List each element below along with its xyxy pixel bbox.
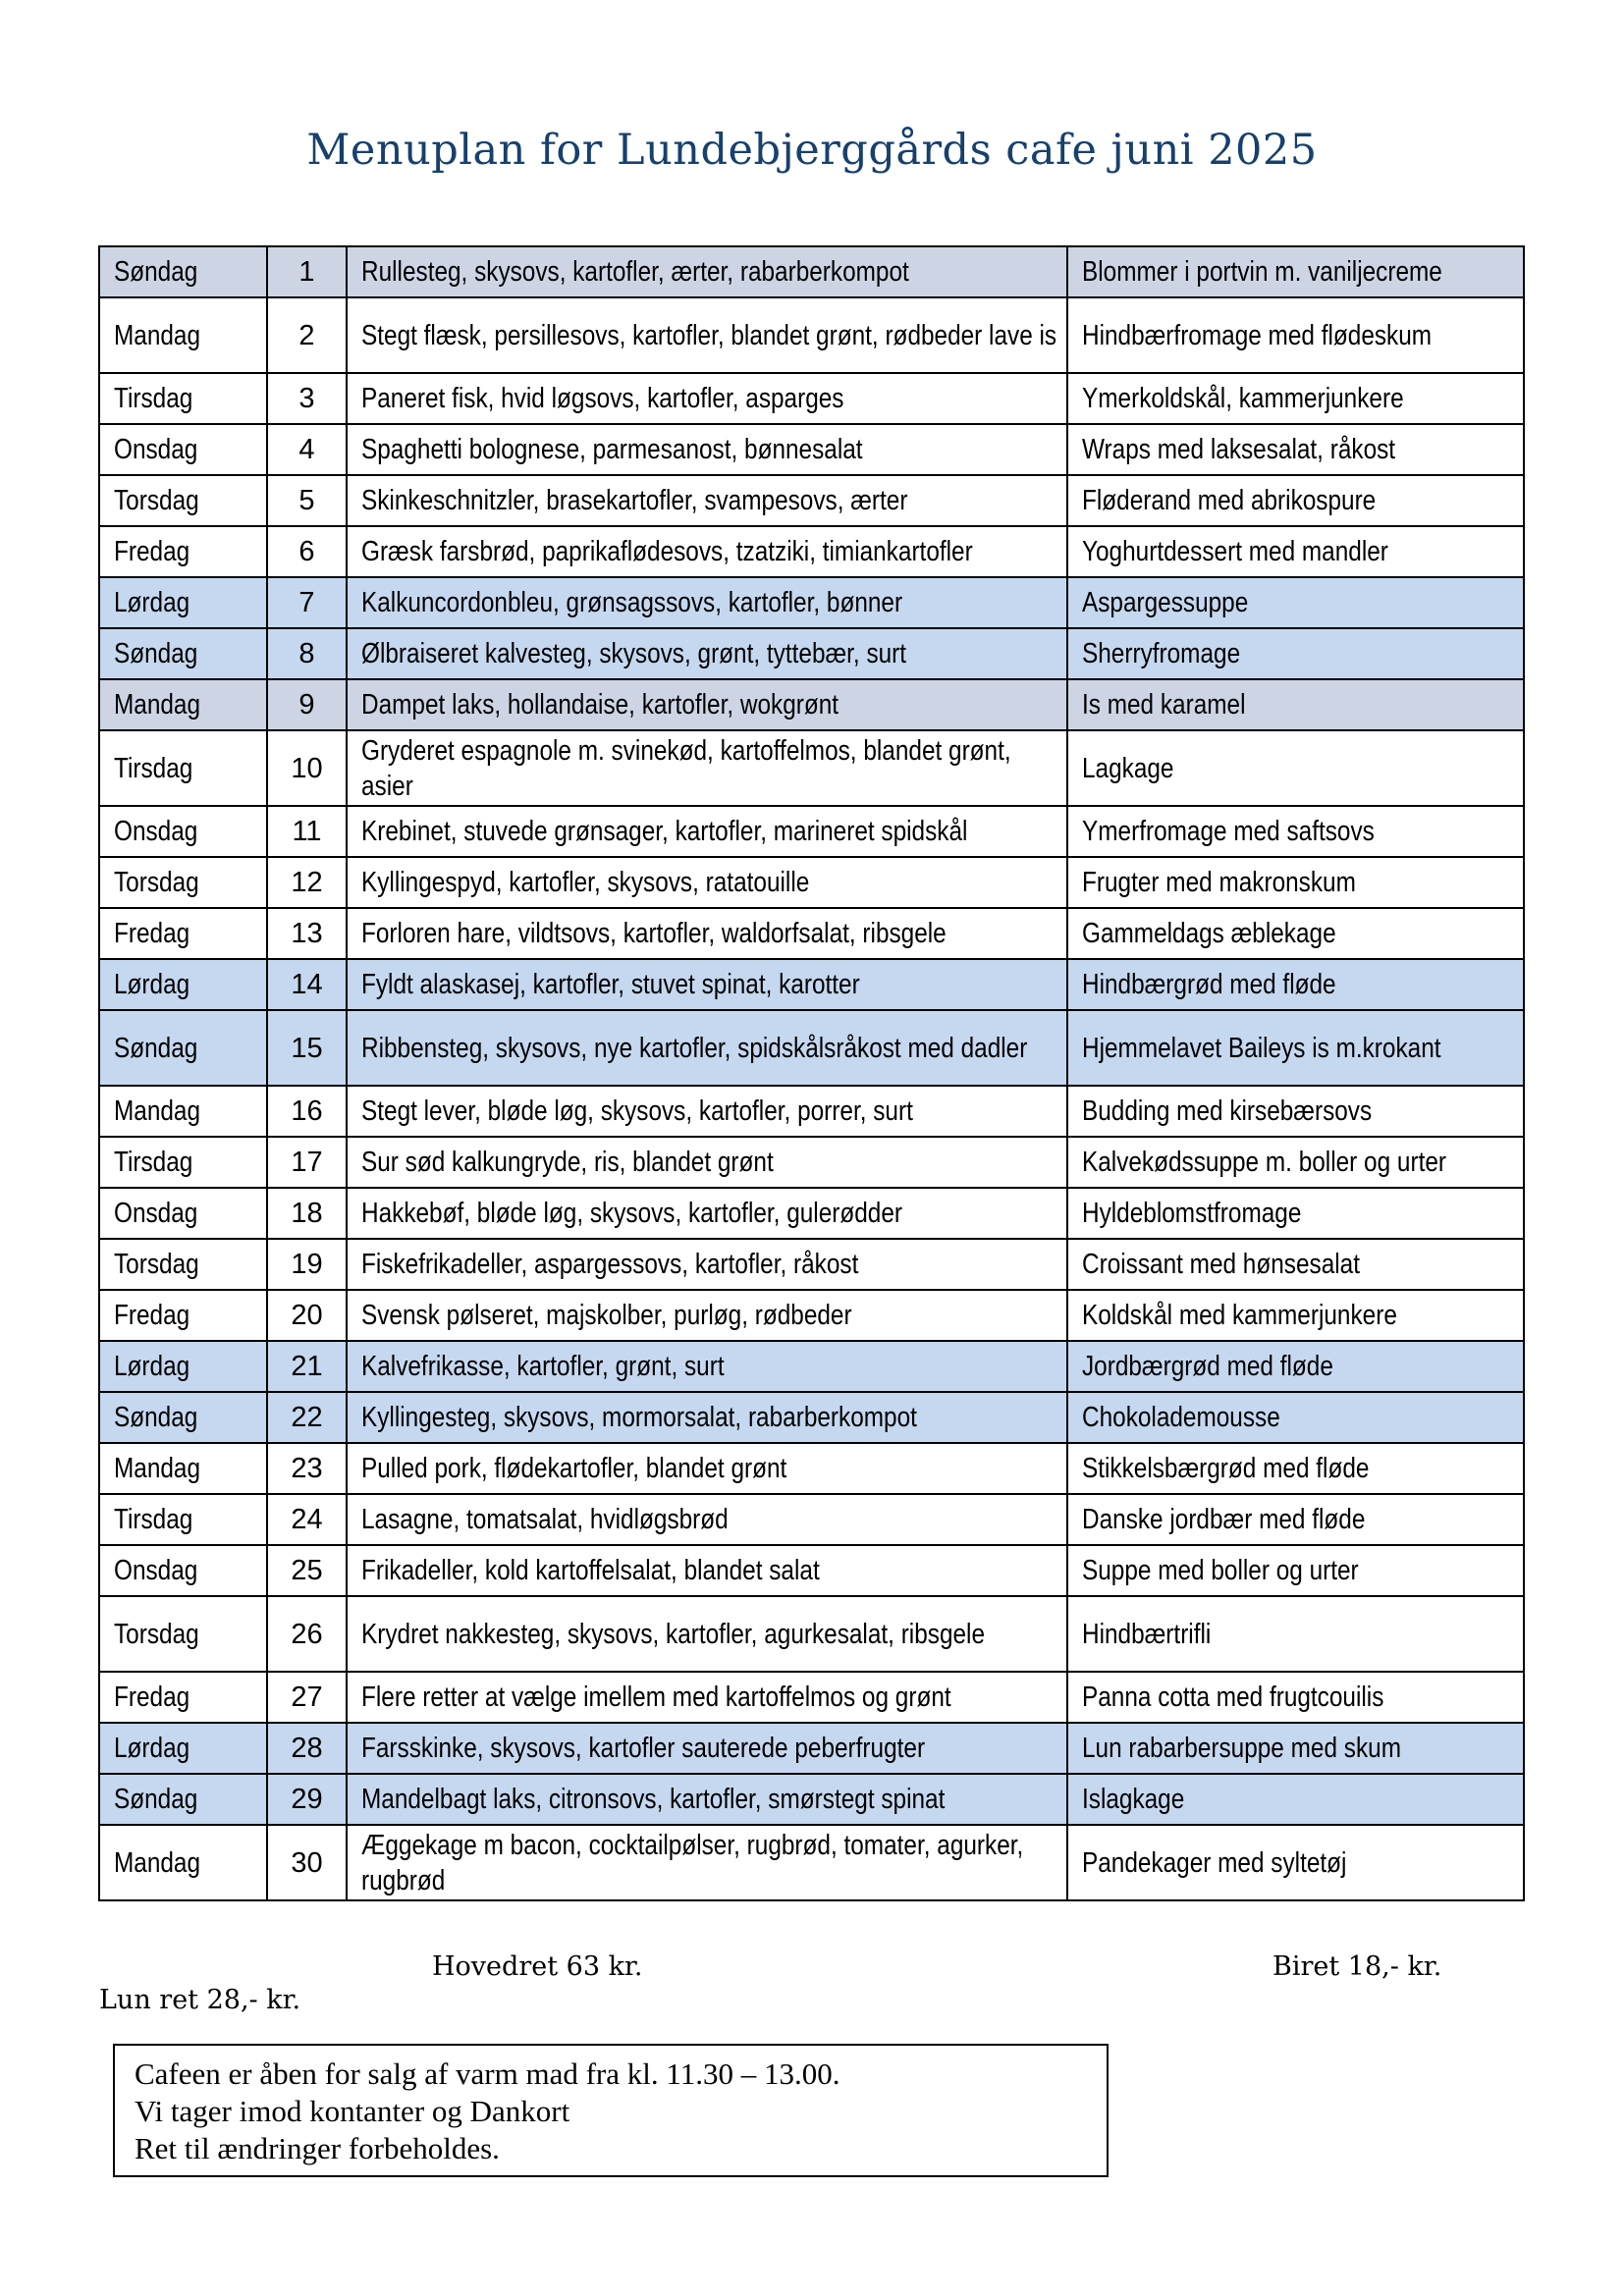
main-dish-cell — [347, 1010, 1067, 1086]
day-cell — [99, 959, 267, 1010]
date-text: 15 — [291, 1032, 323, 1064]
date-cell — [267, 908, 347, 959]
main-dish-text: Fiskefrikadeller, aspargessovs, kartofler, råkost — [361, 1249, 859, 1280]
main-dish-text: Flere retter at vælge imellem med kartoffelmos og grønt — [361, 1682, 951, 1713]
main-dish-text: Forloren hare, vildtsovs, kartofler, waldorfsalat, ribsgele — [361, 918, 947, 949]
day-text: Tirsdag — [114, 1504, 193, 1535]
dessert-text: Jordbærgrød med fløde — [1082, 1351, 1333, 1382]
main-dish-cell — [347, 1443, 1067, 1494]
main-dish-cell — [347, 1086, 1067, 1137]
menu-row — [99, 806, 1524, 857]
day-text: Onsdag — [114, 1555, 198, 1586]
main-dish-text: Græsk farsbrød, paprikaflødesovs, tzatziki, timiankartofler — [361, 536, 973, 567]
day-text: Mandag — [114, 689, 201, 721]
date-cell — [267, 526, 347, 577]
menu-row — [99, 1825, 1524, 1900]
dessert-text: Kalvekødssuppe m. boller og urter — [1082, 1147, 1446, 1178]
main-dish-text: Gryderet espagnole m. svinekød, kartoffelmos, blandet grønt, asier — [361, 734, 1011, 802]
date-cell — [267, 1545, 347, 1596]
date-text: 11 — [292, 816, 322, 847]
date-text: 4 — [298, 434, 315, 465]
main-dish-text: Sur sød kalkungryde, ris, blandet grønt — [361, 1147, 774, 1178]
date-text: 18 — [291, 1198, 323, 1229]
date-text: 25 — [291, 1555, 323, 1586]
main-dish-cell — [347, 1774, 1067, 1825]
dessert-text: Budding med kirsebærsovs — [1082, 1095, 1373, 1127]
day-cell — [99, 1723, 267, 1774]
dessert-cell — [1067, 1086, 1524, 1137]
date-text: 1 — [298, 256, 315, 288]
dessert-text: Hindbærgrød med fløde — [1082, 969, 1336, 1000]
main-dish-text: Kalvefrikasse, kartofler, grønt, surt — [361, 1351, 725, 1382]
dessert-cell — [1067, 1188, 1524, 1239]
dessert-text: Hindbærtrifli — [1082, 1618, 1212, 1650]
main-dish-text: Pulled pork, flødekartofler, blandet grønt — [361, 1453, 787, 1484]
menu-row — [99, 908, 1524, 959]
date-text: 24 — [291, 1504, 323, 1535]
menu-row — [99, 1188, 1524, 1239]
dessert-cell — [1067, 526, 1524, 577]
dessert-cell — [1067, 297, 1524, 373]
main-dish-text: Stegt lever, bløde løg, skysovs, kartofler, porrer, surt — [361, 1095, 913, 1127]
day-text: Lørdag — [114, 587, 190, 618]
day-cell — [99, 1825, 267, 1900]
date-cell — [267, 806, 347, 857]
dessert-text: Frugter med makronskum — [1082, 867, 1356, 898]
dessert-text: Aspargessuppe — [1082, 587, 1249, 618]
main-dish-text: Æggekage m bacon, cocktailpølser, rugbrød, tomater, agurker, rugbrød — [361, 1829, 1024, 1896]
date-cell — [267, 959, 347, 1010]
day-text: Tirsdag — [114, 1147, 193, 1178]
date-cell — [267, 1290, 347, 1341]
day-text: Søndag — [114, 638, 198, 669]
date-cell — [267, 1239, 347, 1290]
menu-row — [99, 1774, 1524, 1825]
date-cell — [267, 628, 347, 679]
dessert-text: Lagkage — [1082, 752, 1174, 784]
main-course-price: Hovedret 63 kr. — [432, 1951, 643, 1982]
date-text: 2 — [298, 319, 315, 351]
dessert-text: Lun rabarbersuppe med skum — [1082, 1733, 1401, 1764]
menu-table-body — [99, 246, 1524, 1900]
main-dish-text: Ølbraiseret kalvesteg, skysovs, grønt, tyttebær, surt — [361, 638, 907, 669]
menu-row — [99, 730, 1524, 806]
day-text: Onsdag — [114, 434, 198, 465]
date-cell — [267, 1672, 347, 1723]
day-text: Fredag — [114, 536, 190, 567]
dessert-cell — [1067, 959, 1524, 1010]
day-text: Tirsdag — [114, 383, 193, 414]
dessert-text: Gammeldags æblekage — [1082, 918, 1336, 949]
day-text: Lørdag — [114, 1733, 190, 1764]
day-cell — [99, 1341, 267, 1392]
info-box — [113, 2044, 1109, 2177]
date-cell — [267, 857, 347, 908]
date-cell — [267, 373, 347, 424]
dessert-cell — [1067, 475, 1524, 526]
main-dish-cell — [347, 1137, 1067, 1188]
date-text: 12 — [291, 867, 323, 898]
day-text: Lørdag — [114, 969, 190, 1000]
dessert-text: Wraps med laksesalat, råkost — [1082, 434, 1396, 465]
main-dish-text: Frikadeller, kold kartoffelsalat, blandet salat — [361, 1555, 820, 1586]
menu-row — [99, 526, 1524, 577]
main-dish-text: Spaghetti bolognese, parmesanost, bønnesalat — [361, 434, 863, 465]
menu-row — [99, 857, 1524, 908]
day-cell — [99, 1086, 267, 1137]
main-dish-text: Skinkeschnitzler, brasekartofler, svampesovs, ærter — [361, 485, 908, 516]
main-dish-cell — [347, 1188, 1067, 1239]
dessert-cell — [1067, 1392, 1524, 1443]
day-cell — [99, 526, 267, 577]
day-text: Søndag — [114, 256, 198, 288]
main-dish-cell — [347, 908, 1067, 959]
main-dish-cell — [347, 857, 1067, 908]
menu-row — [99, 628, 1524, 679]
dessert-cell — [1067, 857, 1524, 908]
dessert-cell — [1067, 1010, 1524, 1086]
dessert-text: Pandekager med syltetøj — [1082, 1846, 1347, 1879]
menu-row — [99, 577, 1524, 628]
day-text: Torsdag — [114, 867, 199, 898]
day-text: Søndag — [114, 1402, 198, 1433]
dessert-cell — [1067, 1596, 1524, 1672]
menu-row — [99, 246, 1524, 297]
main-dish-cell — [347, 1239, 1067, 1290]
main-dish-text: Fyldt alaskasej, kartofler, stuvet spinat, karotter — [361, 969, 860, 1000]
date-text: 27 — [291, 1682, 323, 1713]
dessert-text: Koldskål med kammerjunkere — [1082, 1300, 1397, 1331]
main-dish-text: Paneret fisk, hvid løgsovs, kartofler, asparges — [361, 383, 844, 414]
day-text: Onsdag — [114, 1198, 198, 1229]
date-cell — [267, 475, 347, 526]
dessert-text: Hjemmelavet Baileys is m.krokant — [1082, 1032, 1441, 1064]
main-dish-cell — [347, 526, 1067, 577]
day-text: Torsdag — [114, 1249, 199, 1280]
date-cell — [267, 1825, 347, 1900]
main-dish-text: Lasagne, tomatsalat, hvidløgsbrød — [361, 1504, 729, 1535]
menu-table — [98, 245, 1525, 1901]
date-text: 5 — [298, 485, 315, 516]
day-text: Lørdag — [114, 1351, 190, 1382]
date-text: 29 — [291, 1784, 323, 1815]
day-cell — [99, 373, 267, 424]
menu-row — [99, 1494, 1524, 1545]
dessert-cell — [1067, 908, 1524, 959]
main-dish-cell — [347, 297, 1067, 373]
date-text: 20 — [291, 1300, 323, 1331]
dessert-text: Blommer i portvin m. vaniljecreme — [1082, 256, 1442, 288]
date-cell — [267, 297, 347, 373]
dessert-text: Croissant med hønsesalat — [1082, 1249, 1360, 1280]
day-cell — [99, 857, 267, 908]
day-cell — [99, 1672, 267, 1723]
day-cell — [99, 424, 267, 475]
main-dish-cell — [347, 577, 1067, 628]
day-cell — [99, 1596, 267, 1672]
day-text: Søndag — [114, 1784, 198, 1815]
dessert-text: Suppe med boller og urter — [1082, 1555, 1359, 1586]
day-text: Mandag — [114, 319, 201, 351]
dessert-cell — [1067, 1774, 1524, 1825]
dessert-cell — [1067, 730, 1524, 806]
day-cell — [99, 1392, 267, 1443]
dessert-text: Hyldeblomstfromage — [1082, 1198, 1302, 1229]
date-cell — [267, 1392, 347, 1443]
day-cell — [99, 1443, 267, 1494]
date-text: 16 — [291, 1095, 323, 1127]
date-text: 28 — [291, 1733, 323, 1764]
main-dish-cell — [347, 1825, 1067, 1900]
main-dish-text: Ribbensteg, skysovs, nye kartofler, spidskålsråkost med dadler — [361, 1032, 1028, 1064]
day-text: Torsdag — [114, 485, 199, 516]
date-text: 6 — [298, 536, 315, 567]
menu-row — [99, 1341, 1524, 1392]
date-cell — [267, 1723, 347, 1774]
dessert-cell — [1067, 373, 1524, 424]
dessert-cell — [1067, 1239, 1524, 1290]
main-dish-text: Kalkuncordonbleu, grønsagssovs, kartofler, bønner — [361, 587, 903, 618]
main-dish-text: Kyllingespyd, kartofler, skysovs, ratatouille — [361, 867, 810, 898]
menu-row — [99, 1723, 1524, 1774]
day-text: Fredag — [114, 1682, 190, 1713]
main-dish-cell — [347, 730, 1067, 806]
menu-row — [99, 1596, 1524, 1672]
main-dish-cell — [347, 424, 1067, 475]
main-dish-cell — [347, 628, 1067, 679]
dessert-text: Hindbærfromage med flødeskum — [1082, 319, 1433, 351]
dessert-cell — [1067, 1672, 1524, 1723]
day-cell — [99, 730, 267, 806]
menu-row — [99, 424, 1524, 475]
main-dish-text: Kyllingesteg, skysovs, mormorsalat, rabarberkompot — [361, 1402, 917, 1433]
dessert-cell — [1067, 424, 1524, 475]
menu-row — [99, 1392, 1524, 1443]
date-text: 8 — [298, 638, 315, 669]
day-cell — [99, 679, 267, 730]
day-text: Søndag — [114, 1032, 198, 1064]
date-cell — [267, 1494, 347, 1545]
day-cell — [99, 577, 267, 628]
day-text: Fredag — [114, 1300, 190, 1331]
menu-row — [99, 1239, 1524, 1290]
dessert-cell — [1067, 1494, 1524, 1545]
date-text: 21 — [291, 1351, 323, 1382]
menu-row — [99, 297, 1524, 373]
opening-hours: Cafeen er åben for salg af varm mad fra kl. 11.30 – 13.00. — [135, 2056, 840, 2091]
day-text: Mandag — [114, 1846, 201, 1879]
dessert-cell — [1067, 577, 1524, 628]
day-cell — [99, 1010, 267, 1086]
date-text: 19 — [291, 1249, 323, 1280]
day-text: Mandag — [114, 1095, 201, 1127]
date-cell — [267, 1341, 347, 1392]
menu-row — [99, 1137, 1524, 1188]
dessert-price: Biret 18,- kr. — [1272, 1951, 1442, 1982]
dessert-cell — [1067, 1723, 1524, 1774]
day-cell — [99, 1137, 267, 1188]
date-text: 30 — [291, 1846, 323, 1879]
main-dish-cell — [347, 1341, 1067, 1392]
day-cell — [99, 1774, 267, 1825]
day-cell — [99, 1545, 267, 1596]
dessert-cell — [1067, 1137, 1524, 1188]
date-text: 13 — [291, 918, 323, 949]
date-cell — [267, 1188, 347, 1239]
menu-row — [99, 373, 1524, 424]
dessert-text: Islagkage — [1082, 1784, 1185, 1815]
day-cell — [99, 1290, 267, 1341]
menu-row — [99, 1290, 1524, 1341]
menu-row — [99, 1545, 1524, 1596]
dessert-text: Sherryfromage — [1082, 638, 1241, 669]
menu-row — [99, 475, 1524, 526]
date-text: 23 — [291, 1453, 323, 1484]
menu-row — [99, 1086, 1524, 1137]
date-cell — [267, 1086, 347, 1137]
main-dish-cell — [347, 1494, 1067, 1545]
main-dish-cell — [347, 373, 1067, 424]
dessert-text: Fløderand med abrikospure — [1082, 485, 1377, 516]
dessert-cell — [1067, 1341, 1524, 1392]
menu-row — [99, 679, 1524, 730]
main-dish-cell — [347, 806, 1067, 857]
date-cell — [267, 1137, 347, 1188]
date-text: 17 — [291, 1147, 323, 1178]
main-dish-text: Hakkebøf, bløde løg, skysovs, kartofler, gulerødder — [361, 1198, 903, 1229]
menu-row — [99, 959, 1524, 1010]
date-text: 14 — [291, 969, 323, 1000]
day-cell — [99, 1494, 267, 1545]
date-text: 7 — [298, 587, 315, 618]
main-dish-text: Krebinet, stuvede grønsager, kartofler, marineret spidskål — [361, 816, 968, 847]
dessert-cell — [1067, 1545, 1524, 1596]
page-title: Menuplan for Lundebjerggårds cafe juni 2025 — [306, 126, 1318, 175]
main-dish-text: Krydret nakkesteg, skysovs, kartofler, agurkesalat, ribsgele — [361, 1618, 986, 1650]
main-dish-text: Svensk pølseret, majskolber, purløg, rødbeder — [361, 1300, 852, 1331]
date-text: 22 — [291, 1402, 323, 1433]
main-dish-cell — [347, 1723, 1067, 1774]
menu-row — [99, 1443, 1524, 1494]
date-cell — [267, 730, 347, 806]
dessert-text: Is med karamel — [1082, 689, 1246, 721]
date-text: 10 — [291, 752, 323, 784]
dessert-text: Stikkelsbærgrød med fløde — [1082, 1453, 1370, 1484]
main-dish-cell — [347, 1596, 1067, 1672]
main-dish-cell — [347, 679, 1067, 730]
payment-methods: Vi tager imod kontanter og Dankort — [135, 2094, 570, 2128]
date-cell — [267, 1443, 347, 1494]
day-cell — [99, 1188, 267, 1239]
dessert-cell — [1067, 1825, 1524, 1900]
day-cell — [99, 908, 267, 959]
date-text: 3 — [298, 383, 315, 414]
day-cell — [99, 246, 267, 297]
main-dish-cell — [347, 1392, 1067, 1443]
dessert-text: Danske jordbær med fløde — [1082, 1504, 1366, 1535]
main-dish-cell — [347, 246, 1067, 297]
main-dish-text: Rullesteg, skysovs, kartofler, ærter, rabarberkompot — [361, 256, 909, 288]
main-dish-cell — [347, 1290, 1067, 1341]
main-dish-cell — [347, 475, 1067, 526]
main-dish-text: Dampet laks, hollandaise, kartofler, wokgrønt — [361, 689, 839, 721]
date-cell — [267, 1596, 347, 1672]
main-dish-text: Farsskinke, skysovs, kartofler sauterede peberfrugter — [361, 1733, 926, 1764]
dessert-cell — [1067, 679, 1524, 730]
date-cell — [267, 577, 347, 628]
light-meal-price: Lun ret 28,- kr. — [99, 1985, 301, 2015]
dessert-text: Yoghurtdessert med mandler — [1082, 536, 1388, 567]
day-text: Tirsdag — [114, 752, 193, 784]
day-cell — [99, 628, 267, 679]
day-cell — [99, 297, 267, 373]
date-text: 26 — [291, 1618, 323, 1650]
main-dish-text: Stegt flæsk, persillesovs, kartofler, blandet grønt, rødbeder lave is — [361, 319, 1057, 351]
menu-row — [99, 1672, 1524, 1723]
day-cell — [99, 475, 267, 526]
day-cell — [99, 1239, 267, 1290]
dessert-cell — [1067, 628, 1524, 679]
date-cell — [267, 424, 347, 475]
dessert-text: Panna cotta med frugtcouilis — [1082, 1682, 1384, 1713]
day-text: Onsdag — [114, 816, 198, 847]
day-text: Mandag — [114, 1453, 201, 1484]
date-cell — [267, 1010, 347, 1086]
main-dish-text: Mandelbagt laks, citronsovs, kartofler, smørstegt spinat — [361, 1784, 946, 1815]
dessert-text: Ymerfromage med saftsovs — [1082, 816, 1375, 847]
dessert-cell — [1067, 806, 1524, 857]
menu-row — [99, 1010, 1524, 1086]
main-dish-cell — [347, 959, 1067, 1010]
date-cell — [267, 1774, 347, 1825]
dessert-cell — [1067, 1443, 1524, 1494]
dessert-cell — [1067, 1290, 1524, 1341]
main-dish-cell — [347, 1672, 1067, 1723]
date-cell — [267, 246, 347, 297]
day-text: Fredag — [114, 918, 190, 949]
day-text: Torsdag — [114, 1618, 199, 1650]
day-cell — [99, 806, 267, 857]
dessert-cell — [1067, 246, 1524, 297]
date-text: 9 — [298, 689, 315, 721]
dessert-text: Ymerkoldskål, kammerjunkere — [1082, 383, 1404, 414]
main-dish-cell — [347, 1545, 1067, 1596]
date-cell — [267, 679, 347, 730]
disclaimer: Ret til ændringer forbeholdes. — [135, 2131, 500, 2165]
dessert-text: Chokolademousse — [1082, 1402, 1280, 1433]
